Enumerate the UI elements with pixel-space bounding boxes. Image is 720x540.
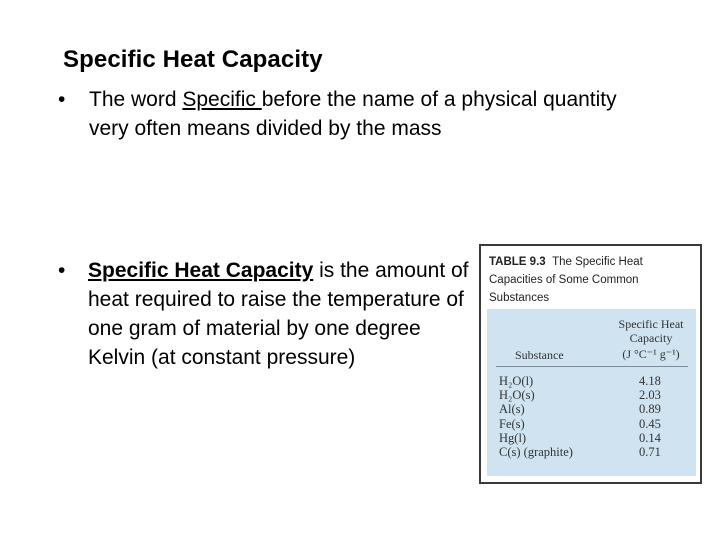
table-title: The Specific Heat Capacities of Some Common Substances <box>489 256 643 304</box>
bullet-specific-definition <box>58 85 648 143</box>
table-row <box>499 445 689 459</box>
value-cell: 0.89 <box>639 402 661 417</box>
table-body <box>487 309 696 476</box>
bullet-text <box>88 256 478 372</box>
table-row <box>499 431 689 445</box>
table-caption <box>489 253 694 307</box>
table-row <box>499 388 689 402</box>
substance-cell: H₂O(s) <box>499 388 535 403</box>
value-cell: 0.14 <box>639 430 661 445</box>
value-cell: 2.03 <box>639 388 661 403</box>
table-row <box>499 374 689 388</box>
column-header-units: (J °C⁻¹ g⁻¹) <box>622 347 680 361</box>
bullet-rest: before the name of a physical quantity very often means divided by the mass <box>89 88 617 140</box>
value-cell: 4.18 <box>639 374 661 388</box>
underlined-term: Specific <box>182 88 262 111</box>
bullet-heat-capacity-definition <box>58 256 478 372</box>
specific-heat-table <box>479 244 702 484</box>
substance-cell: Al(s) <box>499 402 525 417</box>
substance-cell: Hg(l) <box>499 430 527 445</box>
table-label: TABLE 9.3 <box>489 256 546 268</box>
column-header-value: Specific Heat Capacity <box>618 317 684 345</box>
substance-cell: Fe(s) <box>499 416 525 431</box>
table-row <box>499 402 689 416</box>
table-row <box>499 417 689 431</box>
value-cell: 0.45 <box>639 416 661 431</box>
header-divider <box>496 366 688 367</box>
bullet-marker: • <box>58 259 66 282</box>
value-cell: 0.71 <box>639 444 661 459</box>
table-rows <box>499 374 689 459</box>
slide-title: Specific Heat Capacity <box>63 46 323 73</box>
bullet-rest: is the amount of heat required to raise the temperature of one gram of material by one degree Kelvin (at constant pressure) <box>88 259 469 369</box>
bullet-marker: • <box>58 88 66 111</box>
column-header-substance: Substance <box>515 348 564 362</box>
bold-term: Specific Heat Capacity <box>88 259 314 282</box>
bullet-text: The word Specific before the name of a physical quantity very often means divided by the mass <box>89 88 617 140</box>
substance-cell: C(s) (graphite) <box>499 444 573 459</box>
substance-cell: H₂O(l) <box>499 374 534 388</box>
